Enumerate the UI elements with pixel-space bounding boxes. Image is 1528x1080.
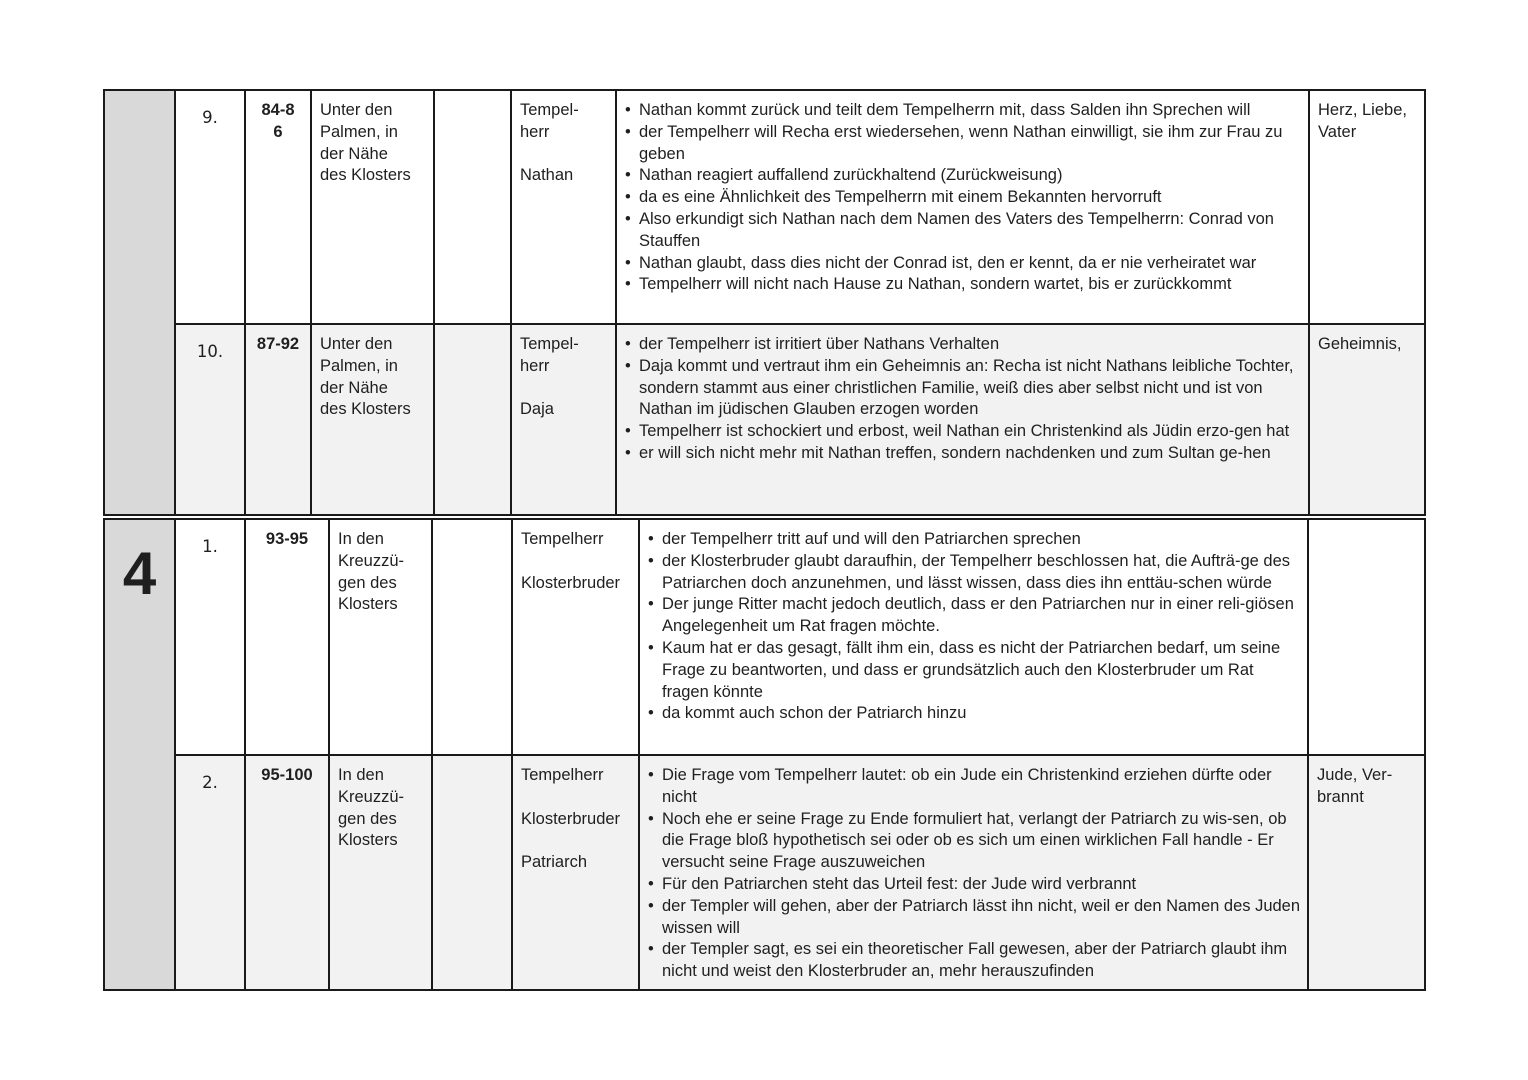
list-item: • Also erkundigt sich Nathan nach dem Namen des Vaters des Tempelherrn: Conrad von Stauffen <box>625 209 1302 253</box>
page-range: 93-95 <box>245 519 329 755</box>
page-range: 84-8 6 <box>245 90 311 324</box>
events-list <box>617 325 1308 469</box>
place-cell: Unter den Palmen, in der Nähe des Klosters <box>311 324 434 515</box>
scene-number: 2. <box>175 755 245 990</box>
events-list <box>640 756 1307 987</box>
themes-cell: Geheimnis, <box>1309 324 1425 515</box>
list-item: • der Tempelherr will Recha erst wiedersehen, wenn Nathan einwilligt, sie ihm zur Frau zu geben <box>625 122 1302 166</box>
act-number: 4 <box>104 519 175 990</box>
themes-cell: Jude, Ver- brannt <box>1308 755 1425 990</box>
scene-number: 1. <box>175 519 245 755</box>
page-range: 95-100 <box>245 755 329 990</box>
themes-cell: Herz, Liebe, Vater <box>1309 90 1425 324</box>
events-list <box>640 520 1307 729</box>
place-cell: In den Kreuzzü- gen des Klosters <box>329 755 432 990</box>
events-cell <box>616 90 1309 324</box>
list-item: • Nathan glaubt, dass dies nicht der Conrad ist, den er kennt, da er nie verheiratet war <box>625 253 1302 275</box>
list-item: • Der junge Ritter macht jedoch deutlich, dass er den Patriarchen nur in einer reli-giösen Angelegenheit um Rat fragen möchte. <box>648 594 1301 638</box>
list-item: • der Klosterbruder glaubt daraufhin, der Tempelherr beschlossen hat, die Aufträ-ge des Patriarchen doch anzunehmen, und lässt wissen, dass dies ihn enttäu-schen würde <box>648 551 1301 595</box>
events-cell <box>616 324 1309 515</box>
table-row <box>104 324 1425 515</box>
list-item: • da es eine Ähnlichkeit des Tempelherrn mit einem Bekannten hervorruft <box>625 187 1302 209</box>
events-cell <box>639 519 1308 755</box>
list-item: • Tempelherr ist schockiert und erbost, weil Nathan ein Christenkind als Jüdin erzo-gen hat <box>625 421 1302 443</box>
empty-cell <box>434 90 511 324</box>
act4-table <box>103 518 1426 991</box>
list-item: • Kaum hat er das gesagt, fällt ihm ein, dass es nicht der Patriarchen bedarf, um seine Frage zu beantworten, und dass er grundsätzlich auch den Klosterbruder um Rat fragen könnte <box>648 638 1301 703</box>
scene-number: 9. <box>175 90 245 324</box>
table-row <box>104 755 1425 990</box>
list-item: • Noch ehe er seine Frage zu Ende formuliert hat, verlangt der Patriarch zu wis-sen, ob die Frage bloß hypothetisch sei oder ob es sich um einen wirklichen Fall handle - Er versucht seine Frage auszuweichen <box>648 809 1301 874</box>
persons-cell: Tempel- herr Nathan <box>511 90 616 324</box>
list-item: • Daja kommt und vertraut ihm ein Geheimnis an: Recha ist nicht Nathans leibliche Tochter, sondern stammt aus einer christlichen Familie, weiß dies aber selbst nicht und ist von Nathan im jüdischen Glauben erzogen worden <box>625 356 1302 421</box>
empty-cell <box>432 519 512 755</box>
list-item: • der Templer will gehen, aber der Patriarch lässt ihn nicht, weil er den Namen des Juden wissen will <box>648 896 1301 940</box>
list-item: • da kommt auch schon der Patriarch hinzu <box>648 703 1301 725</box>
events-cell <box>639 755 1308 990</box>
empty-cell <box>434 324 511 515</box>
persons-cell: Tempelherr Klosterbruder <box>512 519 639 755</box>
list-item: • Nathan kommt zurück und teilt dem Tempelherrn mit, dass Salden ihn Sprechen will <box>625 100 1302 122</box>
act-column-empty <box>104 90 175 515</box>
table-row <box>104 519 1425 755</box>
list-item: • Für den Patriarchen steht das Urteil fest: der Jude wird verbrannt <box>648 874 1301 896</box>
list-item: • der Tempelherr tritt auf und will den Patriarchen sprechen <box>648 529 1301 551</box>
persons-cell: Tempel- herr Daja <box>511 324 616 515</box>
page-range: 87-92 <box>245 324 311 515</box>
list-item: • Nathan reagiert auffallend zurückhaltend (Zurückweisung) <box>625 165 1302 187</box>
act3-table <box>103 89 1426 516</box>
themes-cell <box>1308 519 1425 755</box>
persons-cell: Tempelherr Klosterbruder Patriarch <box>512 755 639 990</box>
list-item: • Tempelherr will nicht nach Hause zu Nathan, sondern wartet, bis er zurückkommt <box>625 274 1302 296</box>
list-item: • Die Frage vom Tempelherr lautet: ob ein Jude ein Christenkind erziehen dürfte oder nicht <box>648 765 1301 809</box>
place-cell: Unter den Palmen, in der Nähe des Klosters <box>311 90 434 324</box>
list-item: • er will sich nicht mehr mit Nathan treffen, sondern nachdenken und zum Sultan ge-hen <box>625 443 1302 465</box>
place-cell: In den Kreuzzü- gen des Klosters <box>329 519 432 755</box>
empty-cell <box>432 755 512 990</box>
scene-number: 10. <box>175 324 245 515</box>
table-row <box>104 90 1425 324</box>
events-list <box>617 91 1308 300</box>
list-item: • der Tempelherr ist irritiert über Nathans Verhalten <box>625 334 1302 356</box>
list-item: • der Templer sagt, es sei ein theoretischer Fall gewesen, aber der Patriarch glaubt ihm nicht und weist den Klosterbruder an, mehr herauszufinden <box>648 939 1301 983</box>
